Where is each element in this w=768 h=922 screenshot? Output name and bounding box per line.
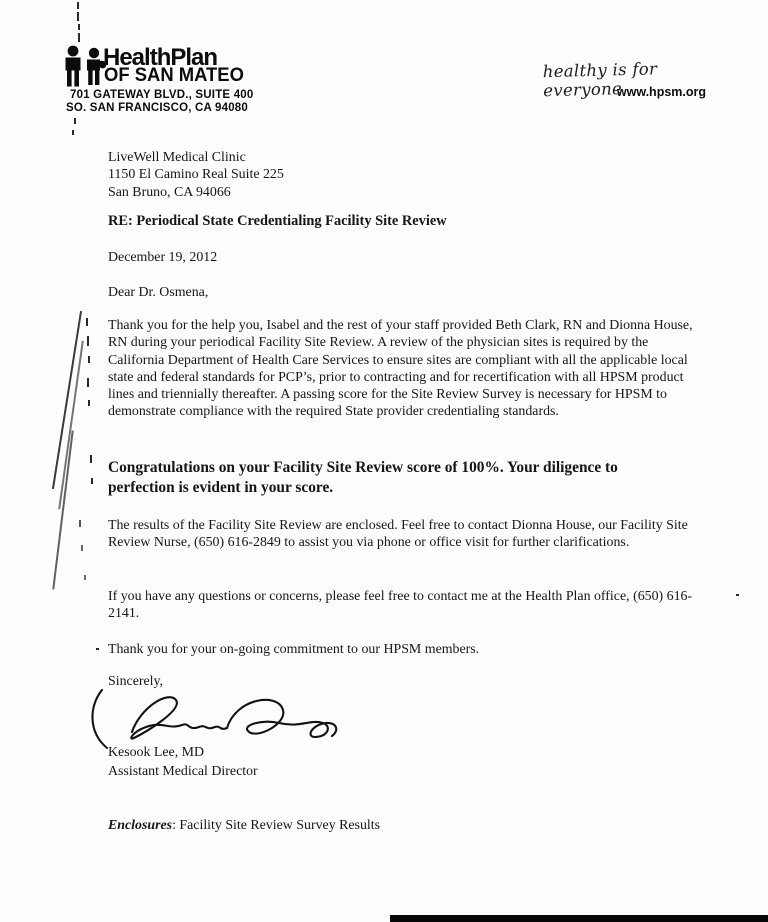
scan-artifact (88, 356, 90, 363)
scan-artifact (87, 336, 89, 346)
scan-artifact (88, 400, 90, 406)
letterhead-address-line1: 701 GATEWAY BLVD., SUITE 400 (70, 89, 254, 101)
recipient-street: 1150 El Camino Real Suite 225 (108, 167, 284, 183)
scan-edge-bar (390, 915, 768, 922)
scan-artifact (77, 12, 79, 21)
recipient-city: San Bruno, CA 94066 (108, 184, 231, 200)
scan-artifact (78, 33, 80, 42)
scan-artifact (81, 545, 83, 551)
scan-artifact (90, 455, 92, 463)
paragraph-congratulations: Congratulations on your Facility Site Review score of 100%. Your diligence to perfection is evident in your score. (108, 459, 618, 496)
scan-artifact (86, 318, 88, 326)
scan-artifact (91, 478, 93, 484)
valediction: Sincerely, (108, 674, 164, 689)
paragraph-1: Thank you for the help you, Isabel and the rest of your staff provided Beth Clark, RN and Dionna House, RN during your periodical Facility Site Review. A review of the physician sites is required by the California Department of Health Care Services to ensure sites are compliant with all the applicable local state and federal standards for PCP’s, prior to contracting and for recertification with all HPSM product lines and triennially thereafter. A passing score for the Site Review Survey is necessary for HPSM to demonstrate compliance with the required State provider credentialing standards. (108, 318, 693, 420)
recipient-name: LiveWell Medical Clinic (108, 150, 246, 165)
enclosures-label: Enclosures (108, 818, 173, 833)
scan-artifact (72, 130, 74, 135)
letterhead-tagline: healthy is for everyone (542, 59, 658, 101)
logo-text-healthplan: HealthPlan (103, 44, 218, 71)
scan-artifact (84, 575, 86, 580)
signer-name: Kesook Lee, MD (108, 745, 205, 760)
enclosures-text: : Facility Site Review Survey Results (172, 818, 381, 833)
enclosures-line (108, 817, 702, 834)
logo-text-of-san-mateo: OF SAN MATEO (104, 65, 244, 86)
scan-artifact (736, 594, 739, 596)
paragraph-4: Thank you for your on-going commitment to our HPSM members. (108, 642, 480, 657)
scan-artifact (87, 378, 89, 387)
scan-artifact (78, 24, 80, 30)
signer-title: Assistant Medical Director (108, 764, 258, 779)
subject-line: RE: Periodical State Credentialing Facility Site Review (108, 213, 447, 229)
handwritten-signature (86, 680, 344, 754)
salutation: Dear Dr. Osmena, (108, 285, 209, 300)
scan-artifact (74, 118, 76, 124)
paragraph-3: If you have any questions or concerns, please feel free to contact me at the Health Plan office, (650) 616-2141. (108, 589, 693, 622)
scan-artifact (77, 2, 79, 9)
letterhead-website: www.hpsm.org (616, 85, 706, 99)
paragraph-2: The results of the Facility Site Review are enclosed. Feel free to contact Dionna House, our Facility Site Review Nurse, (650) 616-2849 to assist you via phone or office visit for further clarifications. (108, 518, 688, 551)
scan-artifact (79, 520, 81, 527)
letterhead-address-line2: SO. SAN FRANCISCO, CA 94080 (66, 102, 248, 114)
letter-date: December 19, 2012 (108, 250, 218, 265)
scan-scratch (52, 430, 73, 589)
recipient-address-block (108, 149, 702, 201)
scan-artifact (96, 648, 99, 650)
